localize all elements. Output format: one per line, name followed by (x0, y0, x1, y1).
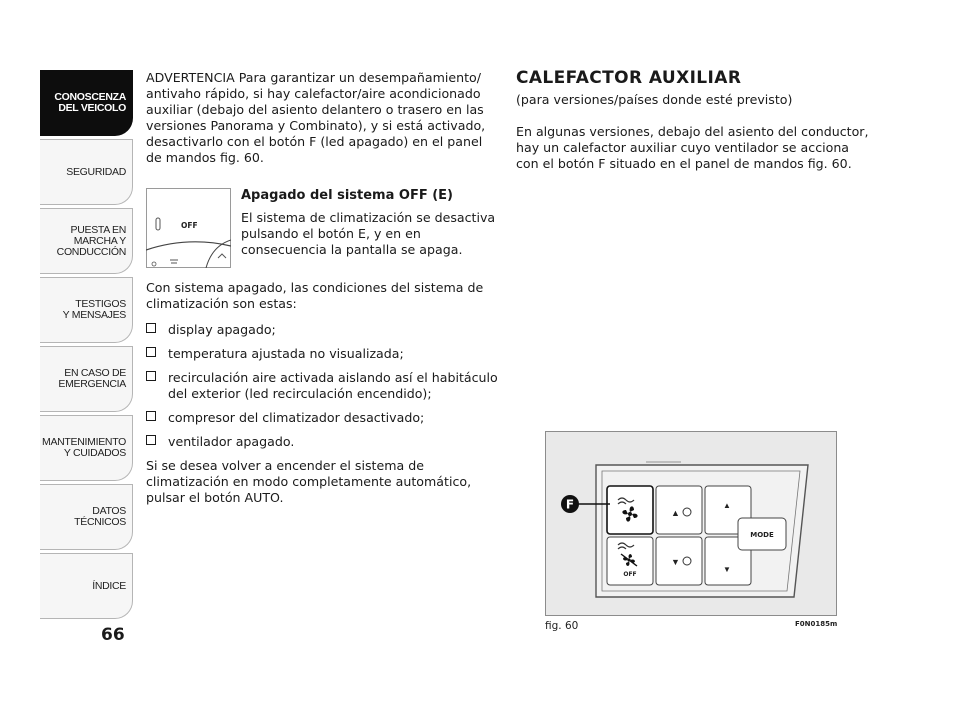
list-item (146, 346, 498, 362)
tab-indice[interactable]: ÍNDICE (40, 553, 133, 619)
control-panel-illustration (546, 432, 836, 615)
section-body: En algunas versiones, debajo del asiento del conductor, hay un calefactor auxiliar cuyo ventilador se acciona con el botón F situado en el panel de mandos fig. 60. (516, 124, 869, 171)
figure-60 (545, 431, 837, 616)
checkbox-bullet-icon (146, 347, 156, 357)
list-item-text: recirculación aire activada aislando así el habitáculo del exterior (led recirculación encendido); (168, 370, 498, 401)
checkbox-bullet-icon (146, 371, 156, 381)
list-item (146, 410, 498, 426)
tab-en-caso-de-emergencia[interactable]: EN CASO DE EMERGENCIA (40, 346, 133, 412)
arrow-up-icon: ▲ (671, 508, 680, 518)
page-number: 66 (101, 625, 125, 645)
figure-caption: fig. 60 (545, 620, 579, 632)
off-title: Apagado del sistema OFF (E) (241, 188, 453, 203)
list-item-text: display apagado; (168, 322, 276, 337)
list-item-text: ventilador apagado. (168, 434, 295, 449)
conditions-list (146, 322, 498, 450)
tab-puesta-en-marcha[interactable]: PUESTA EN MARCHA Y CONDUCCIÓN (40, 208, 133, 274)
arrow-down-icon: ▼ (723, 565, 731, 574)
tab-testigos-y-mensajes[interactable]: TESTIGOS Y MENSAJES (40, 277, 133, 343)
off-text-block (241, 188, 498, 258)
auto-paragraph: Si se desea volver a encender el sistema de climatización en modo completamente automático, pulsar el botón AUTO. (146, 458, 472, 505)
conditions-intro: Con sistema apagado, las condiciones del sistema de climatización son estas: (146, 280, 484, 311)
off-description: El sistema de climatización se desactiva pulsando el botón E, y en en consecuencia la pantalla se apaga. (241, 210, 496, 257)
arrow-up-icon: ▲ (723, 501, 731, 510)
tab-mantenimiento[interactable]: MANTENIMIENTO Y CUIDADOS (40, 415, 133, 481)
list-item-text: temperatura ajustada no visualizada; (168, 346, 404, 361)
section-title: CALEFACTOR AUXILIAR (516, 68, 742, 88)
section-subtitle: (para versiones/países donde esté previsto) (516, 92, 793, 107)
fan-off-label: OFF (623, 571, 637, 578)
tab-seguridad[interactable]: SEGURIDAD (40, 139, 133, 205)
list-item (146, 370, 498, 402)
off-section (146, 188, 498, 270)
checkbox-bullet-icon (146, 411, 156, 421)
left-column (146, 70, 498, 516)
tab-conoscenza-del-veicolo[interactable]: CONOSCENZA DEL VEICOLO (40, 70, 133, 136)
mode-label: MODE (750, 531, 774, 539)
warning-paragraph: ADVERTENCIA Para garantizar un desempañamiento/ antivaho rápido, si hay calefactor/aire acondicionado auxiliar (debajo del asiento delantero o trasero en las versiones Panorama y Combinato), y si está activado, desactivarlo con el botón F (led apagado) en el panel de mandos fig. 60. (146, 70, 486, 165)
tab-datos-tecnicos[interactable]: DATOS TÉCNICOS (40, 484, 133, 550)
figure-code: F0N0185m (795, 620, 838, 628)
list-item (146, 322, 498, 338)
climate-panel-thumbnail (146, 188, 231, 268)
list-item-text: compresor del climatizador desactivado; (168, 410, 425, 425)
right-column (516, 70, 872, 182)
arrow-down-icon: ▼ (671, 557, 680, 567)
checkbox-bullet-icon (146, 435, 156, 445)
checkbox-bullet-icon (146, 323, 156, 333)
callout-label: F (565, 497, 575, 512)
thumb-off-label: OFF (181, 221, 198, 230)
list-item (146, 434, 498, 450)
